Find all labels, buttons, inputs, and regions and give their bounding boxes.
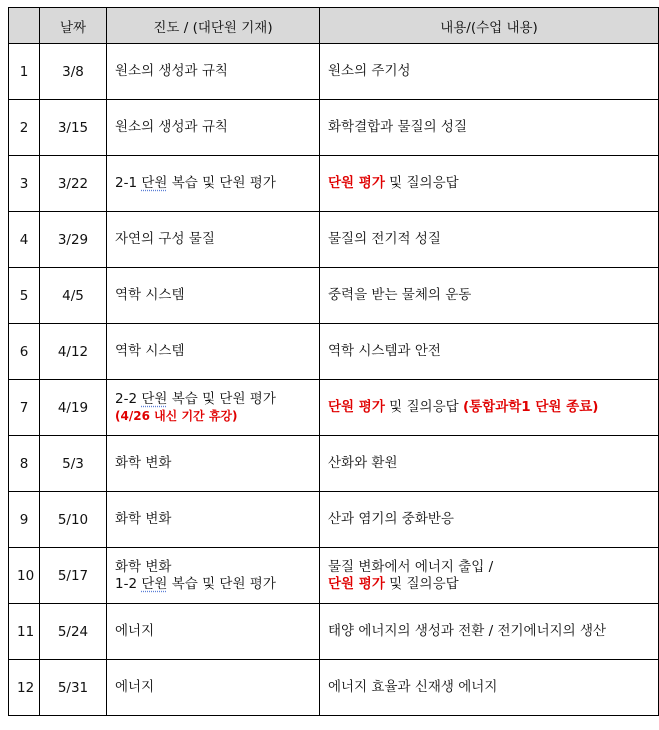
table-row [9, 100, 659, 156]
table-row [9, 492, 659, 548]
header-topic: 진도 / (대단원 기재) [107, 8, 320, 44]
content-text: 에너지 효율과 신재생 에너지 [328, 679, 498, 695]
topic-line: 원소의 생성과 규칙 [115, 119, 228, 135]
row-date: 5/24 [40, 604, 107, 660]
row-number: 6 [9, 324, 40, 380]
row-content [320, 380, 659, 436]
topic-line: 에너지 [115, 679, 155, 695]
header-row [9, 8, 659, 44]
row-topic [107, 436, 320, 492]
content-text: 중력을 받는 물체의 운동 [328, 287, 472, 303]
row-number: 3 [9, 156, 40, 212]
content-line [328, 343, 650, 360]
row-content [320, 492, 659, 548]
row-number: 2 [9, 100, 40, 156]
content-text: 및 질의응답 [384, 575, 459, 592]
topic-line: 에너지 [115, 623, 155, 639]
row-date: 5/17 [40, 548, 107, 604]
topic-line: 화학 변화 [115, 455, 172, 471]
content-line [328, 119, 650, 136]
row-topic [107, 44, 320, 100]
highlight-text: (통합과학1 단원 종료) [462, 399, 599, 415]
spellcheck-underline: 단원 [141, 390, 168, 407]
table-row [9, 212, 659, 268]
row-date: 5/31 [40, 660, 107, 716]
content-line [328, 231, 650, 248]
row-topic [107, 212, 320, 268]
row-content [320, 100, 659, 156]
topic-line: 화학 변화 [115, 511, 172, 527]
row-number: 5 [9, 268, 40, 324]
content-line [328, 399, 650, 416]
row-date: 4/19 [40, 380, 107, 436]
topic-line: 1-2 단원 복습 및 단원 평가 [115, 575, 276, 592]
row-content [320, 324, 659, 380]
highlight-text: 단원 평가 [328, 175, 385, 191]
row-content [320, 436, 659, 492]
topic-line: 2-1 단원 복습 및 단원 평가 [115, 175, 276, 191]
content-text: 원소의 주기성 [328, 63, 411, 79]
content-text: 태양 에너지의 생성과 전환 / 전기에너지의 생산 [328, 623, 607, 639]
row-number: 1 [9, 44, 40, 100]
header-date: 날짜 [40, 8, 107, 44]
topic-line: 역학 시스템 [115, 343, 185, 359]
row-topic [107, 660, 320, 716]
schedule-table [8, 7, 659, 716]
table-row [9, 660, 659, 716]
table-row [9, 268, 659, 324]
content-text: 물질 변화에서 에너지 출입 / [328, 558, 494, 575]
content-text: 산과 염기의 중화반응 [328, 511, 454, 527]
content-line [328, 576, 650, 593]
highlight-text: 단원 평가 [328, 399, 385, 415]
row-date: 3/15 [40, 100, 107, 156]
highlight-text: 단원 평가 [328, 575, 385, 592]
row-date: 3/8 [40, 44, 107, 100]
row-topic [107, 268, 320, 324]
topic-note: (4/26 내신 기간 휴강) [115, 408, 238, 423]
content-line [328, 455, 650, 472]
table-row [9, 436, 659, 492]
row-content [320, 604, 659, 660]
content-text: 및 질의응답 [384, 399, 463, 415]
table-row [9, 44, 659, 100]
row-content [320, 548, 659, 604]
header-content: 내용/(수업 내용) [320, 8, 659, 44]
row-number: 7 [9, 380, 40, 436]
row-number: 9 [9, 492, 40, 548]
spellcheck-underline: 단원 [141, 575, 168, 592]
topic-line: 역학 시스템 [115, 287, 185, 303]
row-topic [107, 100, 320, 156]
row-content [320, 44, 659, 100]
content-text: 및 질의응답 [384, 175, 459, 191]
row-content [320, 212, 659, 268]
row-number: 10 [9, 548, 40, 604]
content-text: 화학결합과 물질의 성질 [328, 119, 467, 135]
topic-line: 화학 변화 [115, 558, 172, 575]
content-text: 산화와 환원 [328, 455, 398, 471]
row-date: 3/22 [40, 156, 107, 212]
row-topic [107, 492, 320, 548]
table-row [9, 380, 659, 436]
row-date: 4/12 [40, 324, 107, 380]
table-row [9, 156, 659, 212]
row-topic [107, 156, 320, 212]
row-date: 5/3 [40, 436, 107, 492]
row-number: 4 [9, 212, 40, 268]
content-line [328, 679, 650, 696]
topic-line: 원소의 생성과 규칙 [115, 63, 228, 79]
content-line [328, 559, 650, 576]
header-no [9, 8, 40, 44]
row-content [320, 156, 659, 212]
row-content [320, 268, 659, 324]
row-number: 12 [9, 660, 40, 716]
table-row [9, 324, 659, 380]
content-line [328, 623, 650, 640]
row-topic [107, 380, 320, 436]
table-row [9, 604, 659, 660]
row-date: 4/5 [40, 268, 107, 324]
row-number: 11 [9, 604, 40, 660]
spellcheck-underline: 단원 [141, 175, 168, 191]
row-topic [107, 604, 320, 660]
row-topic [107, 548, 320, 604]
content-line [328, 287, 650, 304]
content-line [328, 511, 650, 528]
content-line [328, 63, 650, 80]
row-topic [107, 324, 320, 380]
topic-line: 자연의 구성 물질 [115, 231, 215, 247]
row-date: 5/10 [40, 492, 107, 548]
row-number: 8 [9, 436, 40, 492]
topic-line: 2-2 단원 복습 및 단원 평가 [115, 390, 276, 407]
content-text: 물질의 전기적 성질 [328, 231, 441, 247]
content-text: 역학 시스템과 안전 [328, 343, 441, 359]
row-date: 3/29 [40, 212, 107, 268]
row-content [320, 660, 659, 716]
content-line [328, 175, 650, 192]
table-row [9, 548, 659, 604]
